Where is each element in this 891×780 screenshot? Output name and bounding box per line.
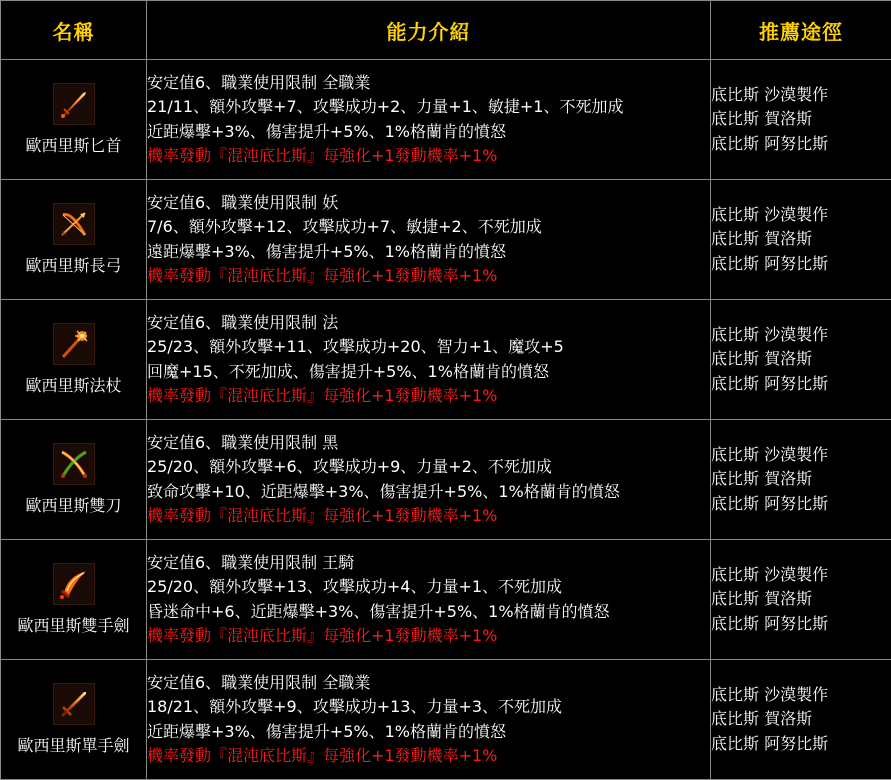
name-cell [1,180,147,300]
dual-blades-icon [53,443,95,485]
ability-line: 18/21、額外攻擊+9、攻擊成功+13、力量+3、不死加成 [147,697,563,716]
ability-line: 遠距爆擊+3%、傷害提升+5%、1%格蘭肯的憤怒 [147,241,506,261]
bow-icon [53,203,95,245]
proc-effect-line: 機率發動『混沌底比斯』每強化+1發動機率+1% [147,746,498,765]
item-name: 歐西里斯長弓 [25,256,122,275]
ability-cell [147,420,711,540]
table-row [1,300,891,420]
route-line: 底比斯 賀洛斯 [711,469,813,489]
route-line: 底比斯 阿努比斯 [711,613,829,633]
route-line: 底比斯 阿努比斯 [711,373,829,393]
table-row [1,540,891,660]
staff-icon [53,323,95,365]
ability-cell [147,540,711,660]
proc-effect-line: 機率發動『混沌底比斯』每強化+1發動機率+1% [147,146,498,165]
name-cell [1,60,147,180]
route-line: 底比斯 阿努比斯 [711,133,829,153]
ability-cell [147,660,711,780]
route-cell [711,300,891,420]
route-line: 底比斯 賀洛斯 [711,589,813,609]
ability-line: 25/23、額外攻擊+11、攻擊成功+20、智力+1、魔攻+5 [147,337,564,356]
item-name: 歐西里斯匕首 [25,136,122,155]
route-cell [711,180,891,300]
route-cell [711,540,891,660]
ability-line: 安定值6、職業使用限制 王騎 [147,552,355,572]
ability-line: 安定值6、職業使用限制 黑 [147,432,339,452]
ability-line: 昏迷命中+6、近距爆擊+3%、傷害提升+5%、1%格蘭肯的憤怒 [147,601,610,621]
header-route: 推薦途徑 [711,1,891,60]
item-name: 歐西里斯法杖 [25,376,122,395]
name-cell [1,420,147,540]
name-cell [1,540,147,660]
ability-cell [147,60,711,180]
table-row [1,180,891,300]
ability-line: 21/11、額外攻擊+7、攻擊成功+2、力量+1、敏捷+1、不死加成 [147,97,624,116]
ability-line: 安定值6、職業使用限制 全職業 [147,672,371,692]
ability-line: 致命攻擊+10、近距爆擊+3%、傷害提升+5%、1%格蘭肯的憤怒 [147,481,620,501]
route-cell [711,420,891,540]
greatsword-icon [53,563,95,605]
table-row [1,660,891,780]
route-line: 底比斯 賀洛斯 [711,109,813,129]
table-row [1,420,891,540]
dagger-icon [53,83,95,125]
item-name: 歐西里斯雙刀 [25,496,122,515]
ability-line: 近距爆擊+3%、傷害提升+5%、1%格蘭肯的憤怒 [147,121,506,141]
ability-line: 安定值6、職業使用限制 法 [147,312,339,332]
route-line: 底比斯 賀洛斯 [711,709,813,729]
route-line: 底比斯 阿努比斯 [711,493,829,513]
name-cell [1,300,147,420]
ability-cell [147,300,711,420]
item-name: 歐西里斯單手劍 [17,736,130,755]
ability-line: 回魔+15、不死加成、傷害提升+5%、1%格蘭肯的憤怒 [147,361,549,381]
route-cell [711,660,891,780]
ability-line: 近距爆擊+3%、傷害提升+5%、1%格蘭肯的憤怒 [147,721,506,741]
ability-cell [147,180,711,300]
ability-line: 25/20、額外攻擊+6、攻擊成功+9、力量+2、不死加成 [147,457,552,476]
proc-effect-line: 機率發動『混沌底比斯』每強化+1發動機率+1% [147,266,498,285]
route-line: 底比斯 沙漠製作 [711,564,829,584]
ability-line: 安定值6、職業使用限制 全職業 [147,72,371,92]
header-row [1,1,891,60]
item-name: 歐西里斯雙手劍 [17,616,130,635]
header-ability: 能力介紹 [147,1,711,60]
route-line: 底比斯 阿努比斯 [711,253,829,273]
route-line: 底比斯 賀洛斯 [711,349,813,369]
table-row [1,60,891,180]
sword-icon [53,683,95,725]
ability-line: 7/6、額外攻擊+12、攻擊成功+7、敏捷+2、不死加成 [147,217,542,236]
route-line: 底比斯 沙漠製作 [711,324,829,344]
route-line: 底比斯 沙漠製作 [711,84,829,104]
header-name: 名稱 [1,1,147,60]
name-cell [1,660,147,780]
route-line: 底比斯 阿努比斯 [711,733,829,753]
route-line: 底比斯 沙漠製作 [711,204,829,224]
proc-effect-line: 機率發動『混沌底比斯』每強化+1發動機率+1% [147,626,498,645]
route-line: 底比斯 賀洛斯 [711,229,813,249]
proc-effect-line: 機率發動『混沌底比斯』每強化+1發動機率+1% [147,386,498,405]
ability-line: 25/20、額外攻擊+13、攻擊成功+4、力量+1、不死加成 [147,577,563,596]
proc-effect-line: 機率發動『混沌底比斯』每強化+1發動機率+1% [147,506,498,525]
route-cell [711,60,891,180]
ability-line: 安定值6、職業使用限制 妖 [147,192,339,212]
route-line: 底比斯 沙漠製作 [711,684,829,704]
route-line: 底比斯 沙漠製作 [711,444,829,464]
